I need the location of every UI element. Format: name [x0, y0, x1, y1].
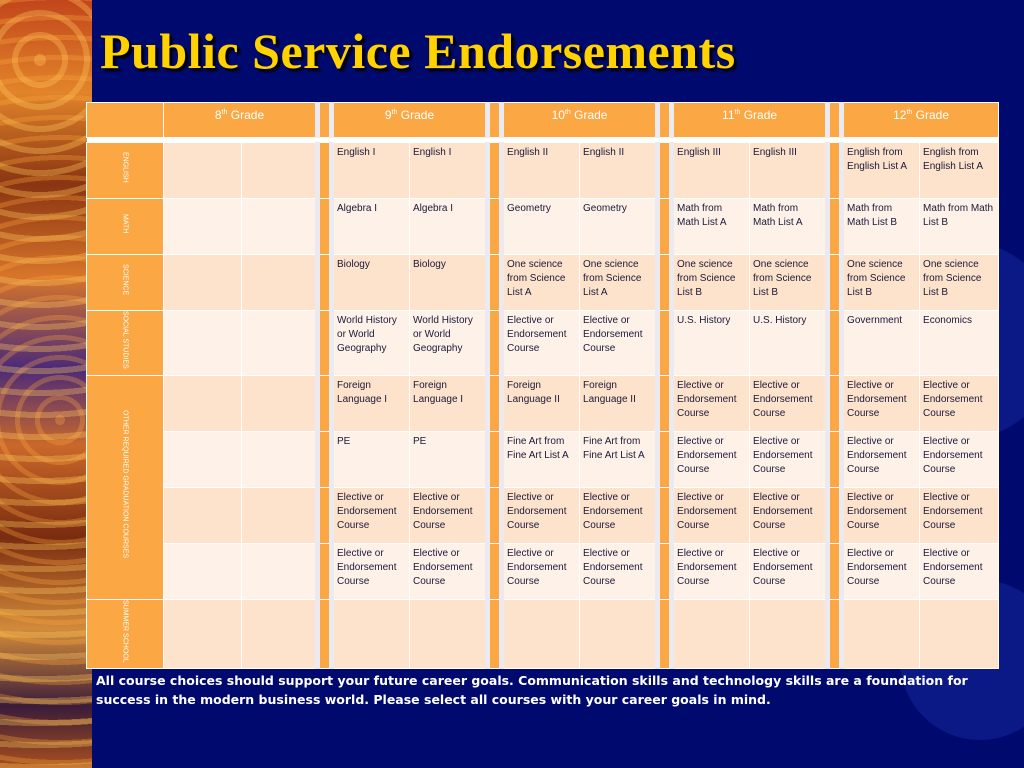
course-cell: Elective or Endorsement Course	[332, 543, 410, 599]
row-label-text: SUMMER SCHOOL	[121, 599, 129, 663]
course-cell: Fine Art from Fine Art List A	[580, 431, 658, 487]
grade-separator	[658, 143, 672, 199]
row-label-english	[87, 143, 164, 199]
course-cell	[580, 599, 658, 669]
grade-header-9	[332, 103, 488, 138]
row-label-math	[87, 199, 164, 255]
course-cell: Elective or Endorsement Course	[842, 431, 920, 487]
grade-suffix: th	[221, 109, 228, 116]
course-cell	[410, 599, 488, 669]
grade8-cell	[164, 487, 242, 543]
grade-separator	[488, 311, 502, 376]
grade8-cell	[242, 311, 318, 376]
grade-separator	[318, 599, 332, 669]
course-cell: One science from Science List B	[750, 255, 828, 311]
grade8-cell	[164, 199, 242, 255]
course-cell: Foreign Language I	[332, 375, 410, 431]
course-cell: Elective or Endorsement Course	[580, 543, 658, 599]
row-label-text: ENGLISH	[121, 152, 129, 183]
course-cell: Geometry	[502, 199, 580, 255]
grade-number: 11	[722, 108, 735, 122]
grade-separator	[488, 375, 502, 431]
course-cell: Foreign Language I	[410, 375, 488, 431]
grade-separator	[828, 543, 842, 599]
course-cell: Elective or Endorsement Course	[750, 375, 828, 431]
course-cell: English II	[580, 143, 658, 199]
course-cell: Elective or Endorsement Course	[920, 543, 999, 599]
row-label-science	[87, 255, 164, 311]
grade-label: Grade	[574, 108, 608, 122]
course-cell: Elective or Endorsement Course	[920, 487, 999, 543]
course-cell: Elective or Endorsement Course	[502, 543, 580, 599]
grade-separator	[828, 431, 842, 487]
grade-label: Grade	[915, 108, 949, 122]
grade8-cell	[164, 311, 242, 376]
grade-separator	[658, 487, 672, 543]
grade-separator	[658, 311, 672, 376]
grade-separator	[488, 255, 502, 311]
grade-separator	[488, 143, 502, 199]
row-label-summer	[87, 599, 164, 669]
course-cell: Elective or Endorsement Course	[842, 543, 920, 599]
course-cell: Elective or Endorsement Course	[410, 543, 488, 599]
row-label-other	[87, 375, 164, 599]
course-cell: Elective or Endorsement Course	[672, 375, 750, 431]
grade-suffix: th	[734, 109, 741, 116]
course-cell: One science from Science List B	[920, 255, 999, 311]
course-cell	[842, 599, 920, 669]
course-cell	[920, 599, 999, 669]
course-cell: Elective or Endorsement Course	[502, 487, 580, 543]
grade-number: 10	[551, 108, 565, 122]
course-cell: Government	[842, 311, 920, 376]
table-row	[87, 599, 999, 669]
row-label-text: OTHER REQUIRED GRADUATION COURSES	[121, 410, 129, 559]
grade-label: Grade	[230, 108, 265, 122]
course-cell: English from English List A	[842, 143, 920, 199]
grade-separator	[488, 543, 502, 599]
grade-separator	[658, 543, 672, 599]
endorsement-table	[86, 102, 998, 663]
grade8-cell	[164, 255, 242, 311]
table-row	[87, 487, 999, 543]
row-label-text: SCIENCE	[121, 263, 129, 296]
grade-separator	[318, 255, 332, 311]
course-cell: Foreign Language II	[580, 375, 658, 431]
grade-separator	[828, 103, 842, 138]
footer-note: All course choices should support your future career goals. Communication skills and technology skills are a foundation for success in the modern business world. Please select all courses with your career goals in mind.	[96, 673, 968, 707]
grade-number: 12	[893, 108, 907, 122]
grade-separator	[658, 599, 672, 669]
grade8-cell	[242, 543, 318, 599]
course-cell: Elective or Endorsement Course	[920, 375, 999, 431]
course-cell: English from English List A	[920, 143, 999, 199]
grade-separator	[488, 103, 502, 138]
grade8-cell	[242, 487, 318, 543]
course-cell: U.S. History	[750, 311, 828, 376]
course-cell: Math from Math List B	[920, 199, 999, 255]
course-cell: Elective or Endorsement Course	[580, 487, 658, 543]
course-cell: Biology	[410, 255, 488, 311]
table-row	[87, 311, 999, 376]
grade-header-11	[672, 103, 828, 138]
course-cell: One science from Science List B	[842, 255, 920, 311]
grade-separator	[488, 199, 502, 255]
course-cell: One science from Science List A	[580, 255, 658, 311]
grade-header-10	[502, 103, 658, 138]
grade8-cell	[164, 375, 242, 431]
grade-separator	[658, 103, 672, 138]
course-cell: World History or World Geography	[410, 311, 488, 376]
grade-separator	[318, 487, 332, 543]
grade8-cell	[164, 543, 242, 599]
row-label-text: SOCIAL STUDIES	[121, 311, 129, 369]
grade-label: Grade	[400, 108, 435, 122]
course-cell: Fine Art from Fine Art List A	[502, 431, 580, 487]
grade-header-row	[87, 103, 999, 138]
grade-separator	[318, 103, 332, 138]
grade8-cell	[242, 199, 318, 255]
grade8-cell	[164, 431, 242, 487]
course-cell	[332, 599, 410, 669]
course-cell: English I	[410, 143, 488, 199]
grade-header-8	[164, 103, 318, 138]
course-cell: Economics	[920, 311, 999, 376]
table-row	[87, 255, 999, 311]
course-cell: Elective or Endorsement Course	[672, 431, 750, 487]
grade8-cell	[164, 599, 242, 669]
grade-number: 8	[214, 108, 222, 122]
grade-suffix: th	[564, 109, 571, 116]
grade-separator	[318, 311, 332, 376]
grade-separator	[828, 143, 842, 199]
course-cell: Algebra I	[332, 199, 410, 255]
grade-separator	[318, 143, 332, 199]
course-cell: Elective or Endorsement Course	[920, 431, 999, 487]
course-cell: Math from Math List B	[842, 199, 920, 255]
grade-separator	[318, 543, 332, 599]
grade-separator	[828, 599, 842, 669]
course-cell: Elective or Endorsement Course	[672, 543, 750, 599]
row-label-text: MATH	[121, 213, 129, 234]
grade-separator	[828, 375, 842, 431]
grade-separator	[658, 255, 672, 311]
grade-separator	[488, 431, 502, 487]
course-cell: Elective or Endorsement Course	[502, 311, 580, 376]
table-row	[87, 375, 999, 431]
grade-separator	[658, 199, 672, 255]
course-cell: English II	[502, 143, 580, 199]
course-cell: Elective or Endorsement Course	[332, 487, 410, 543]
course-cell	[750, 599, 828, 669]
grade-header-12	[842, 103, 999, 138]
course-cell: Elective or Endorsement Course	[842, 375, 920, 431]
course-cell: Elective or Endorsement Course	[750, 487, 828, 543]
grade-separator	[488, 599, 502, 669]
grade8-cell	[242, 431, 318, 487]
course-cell: Math from Math List A	[750, 199, 828, 255]
table-row	[87, 143, 999, 199]
grade-suffix: th	[906, 109, 913, 116]
course-cell: Biology	[332, 255, 410, 311]
grade8-cell	[164, 143, 242, 199]
table-row	[87, 431, 999, 487]
course-cell: PE	[332, 431, 410, 487]
grade-number: 9	[384, 108, 392, 122]
course-cell: One science from Science List B	[672, 255, 750, 311]
grade8-cell	[242, 255, 318, 311]
course-cell: Elective or Endorsement Course	[410, 487, 488, 543]
course-cell: English III	[672, 143, 750, 199]
grade-separator	[658, 375, 672, 431]
course-cell: Elective or Endorsement Course	[750, 543, 828, 599]
table-row	[87, 543, 999, 599]
course-cell: Elective or Endorsement Course	[580, 311, 658, 376]
grade8-cell	[242, 143, 318, 199]
course-cell: PE	[410, 431, 488, 487]
course-cell: Foreign Language II	[502, 375, 580, 431]
page-title: Public Service Endorsements	[100, 23, 736, 79]
course-cell: One science from Science List A	[502, 255, 580, 311]
course-cell	[502, 599, 580, 669]
grade8-cell	[242, 375, 318, 431]
course-cell: Geometry	[580, 199, 658, 255]
course-cell: English III	[750, 143, 828, 199]
table-row	[87, 199, 999, 255]
grade-label: Grade	[743, 108, 778, 122]
course-cell: Elective or Endorsement Course	[842, 487, 920, 543]
decorative-gear-strip	[0, 0, 92, 768]
grade-separator	[318, 199, 332, 255]
course-cell: Elective or Endorsement Course	[750, 431, 828, 487]
course-cell: U.S. History	[672, 311, 750, 376]
grade-separator	[658, 431, 672, 487]
grade-separator	[828, 255, 842, 311]
grade-separator	[828, 311, 842, 376]
course-cell: World History or World Geography	[332, 311, 410, 376]
grade-separator	[828, 199, 842, 255]
grade-separator	[318, 375, 332, 431]
grade-separator	[828, 487, 842, 543]
course-cell: Algebra I	[410, 199, 488, 255]
course-cell	[672, 599, 750, 669]
course-cell: English I	[332, 143, 410, 199]
header-corner	[87, 103, 164, 138]
grade-separator	[488, 487, 502, 543]
row-label-social	[87, 311, 164, 376]
course-grid	[86, 102, 999, 669]
grade-separator	[318, 431, 332, 487]
grade8-cell	[242, 599, 318, 669]
course-cell: Elective or Endorsement Course	[672, 487, 750, 543]
course-cell: Math from Math List A	[672, 199, 750, 255]
grade-suffix: th	[391, 109, 398, 116]
